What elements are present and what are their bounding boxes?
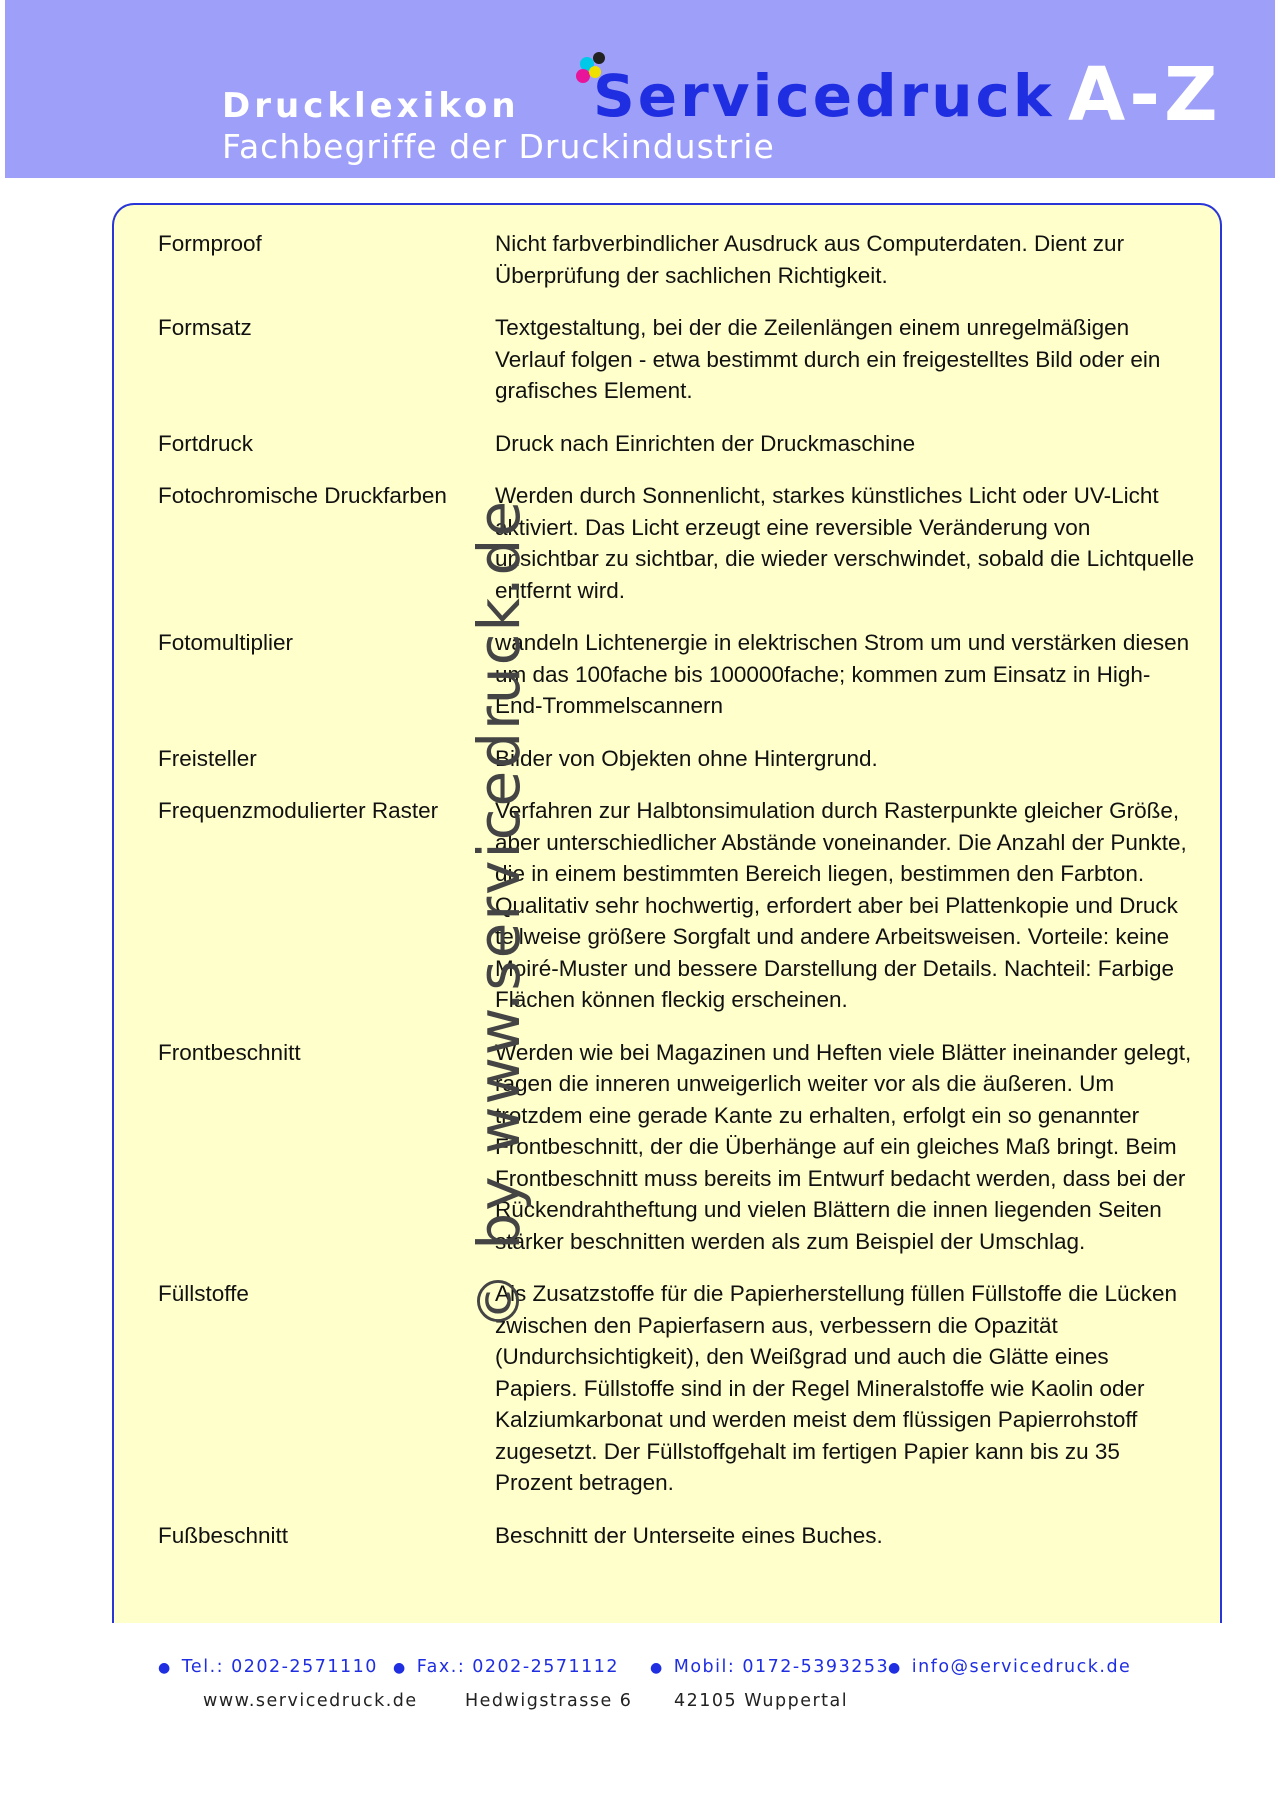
- page-subtitle: Fachbegriffe der Druckindustrie: [222, 127, 775, 166]
- footer-city: 42105 Wuppertal: [674, 1691, 849, 1711]
- footer-fax: ● Fax.: 0202-2571112: [393, 1657, 620, 1677]
- entry-definition: Als Zusatzstoffe für die Papierherstellung füllen Füllstoffe die Lücken zwischen den Papierfasern aus, verbessern die Opazität (Undurchsichtigkeit), den Weißgrad und auch die Glätte eines Papiers. Füllstoffe sind in der Regel Mineralstoffe wie Kaolin oder Kalziumkarbonat und werden meist dem flüssigen Papierrohstoff zugesetzt. Der Füllstoffgehalt im fertigen Papier kann bis zu 35 Prozent betragen.: [495, 1281, 1178, 1495]
- servicedruck-logo: [575, 52, 1055, 132]
- entry-definition: Bilder von Objekten ohne Hintergrund.: [495, 745, 878, 771]
- entry-term: Formsatz: [158, 315, 252, 340]
- footer-website[interactable]: www.servicedruck.de: [203, 1691, 418, 1711]
- glossary-entry: [158, 312, 1198, 407]
- entry-term: Frequenzmodulierter Raster: [158, 798, 439, 823]
- footer-street: Hedwigstrasse 6: [465, 1691, 633, 1711]
- glossary-entry: [158, 1278, 1198, 1499]
- copyright-watermark: © by www.servicedruck.de: [465, 498, 533, 1330]
- entry-definition: Textgestaltung, bei der die Zeilenlängen einem unregelmäßigen Verlauf folgen - etwa bestimmt durch ein freigestelltes Bild oder ein grafisches Element.: [495, 315, 1161, 403]
- footer-tel: ● Tel.: 0202-2571110: [158, 1657, 378, 1677]
- entry-definition: Werden wie bei Magazinen und Heften viele Blätter ineinander gelegt, ragen die inneren unweigerlich weiter vor als die äußeren. Um trotzdem eine gerade Kante zu erhalten, erfolgt ein so genannter Frontbeschnitt, der die Überhänge auf ein gleiches Maß bringt. Beim Frontbeschnitt muss bereits im Entwurf bedacht werden, dass bei der Rückendrahtheftung und vielen Blättern die innen liegenden Seiten stärker beschnitten werden als zum Beispiel der Umschlag.: [495, 1039, 1192, 1254]
- entry-definition: Nicht farbverbindlicher Ausdruck aus Computerdaten. Dient zur Überprüfung der sachlichen Richtigkeit.: [495, 231, 1125, 288]
- glossary-entry: [158, 795, 1198, 1016]
- footer-email[interactable]: ● info@servicedruck.de: [888, 1657, 1132, 1677]
- glossary-entry: [158, 480, 1198, 606]
- glossary-entry: [158, 1037, 1198, 1258]
- glossary-entry: [158, 228, 1198, 291]
- glossary-list: [158, 228, 1198, 1572]
- section-letters: A-Z: [1068, 52, 1222, 138]
- entry-term: Frontbeschnitt: [158, 1039, 301, 1065]
- entry-term: Füllstoffe: [158, 1281, 249, 1306]
- entry-definition: Druck nach Einrichten der Druckmaschine: [495, 430, 916, 456]
- entry-term: Fotochromische Druckfarben: [158, 483, 447, 508]
- entry-definition: Werden durch Sonnenlicht, starkes künstliches Licht oder UV-Licht aktiviert. Das Licht erzeugt eine reversible Veränderung von unsichtbar zu sichtbar, die wieder verschwindet, sobald die Lichtquelle entfernt wird.: [495, 483, 1195, 603]
- entry-definition: wandeln Lichtenergie in elektrischen Strom um und verstärken diesen um das 100fache bis 100000fache; kommen zum Einsatz in High-End-Trommelscannern: [495, 630, 1190, 718]
- glossary-entry: [158, 743, 1198, 775]
- logo-text: Servicedruck: [593, 62, 1055, 130]
- page-title: Drucklexikon: [222, 86, 520, 126]
- glossary-entry: [158, 627, 1198, 722]
- entry-term: Fußbeschnitt: [158, 1522, 289, 1548]
- entry-definition: Beschnitt der Unterseite eines Buches.: [495, 1522, 883, 1548]
- entry-term: Freisteller: [158, 745, 257, 771]
- entry-term: Fotomultiplier: [158, 630, 294, 655]
- entry-term: Fortdruck: [158, 430, 254, 456]
- entry-definition: Verfahren zur Halbtonsimulation durch Rasterpunkte gleicher Größe, aber unterschiedlicher Abstände voneinander. Die Anzahl der Punkte, die in einem bestimmten Bereich liegen, bestimmen den Farbton. Qualitativ sehr hochwertig, erfordert aber bei Plattenkopie und Druck teilweise größere Sorgfalt und andere Arbeitsweisen. Vorteile: keine Moiré-Muster und bessere Darstellung der Details. Nachteil: Farbige Flächen können fleckig erscheinen.: [495, 798, 1187, 1012]
- header-bar: [5, 0, 1275, 178]
- bullet-icon: ●: [888, 1660, 902, 1676]
- footer-mobil: ● Mobil: 0172-5393253: [650, 1657, 890, 1677]
- bullet-icon: ●: [158, 1660, 172, 1676]
- bullet-icon: ●: [393, 1660, 407, 1676]
- entry-term: Formproof: [158, 231, 262, 256]
- glossary-entry: [158, 428, 1198, 460]
- glossary-entry: [158, 1520, 1198, 1552]
- bullet-icon: ●: [650, 1660, 664, 1676]
